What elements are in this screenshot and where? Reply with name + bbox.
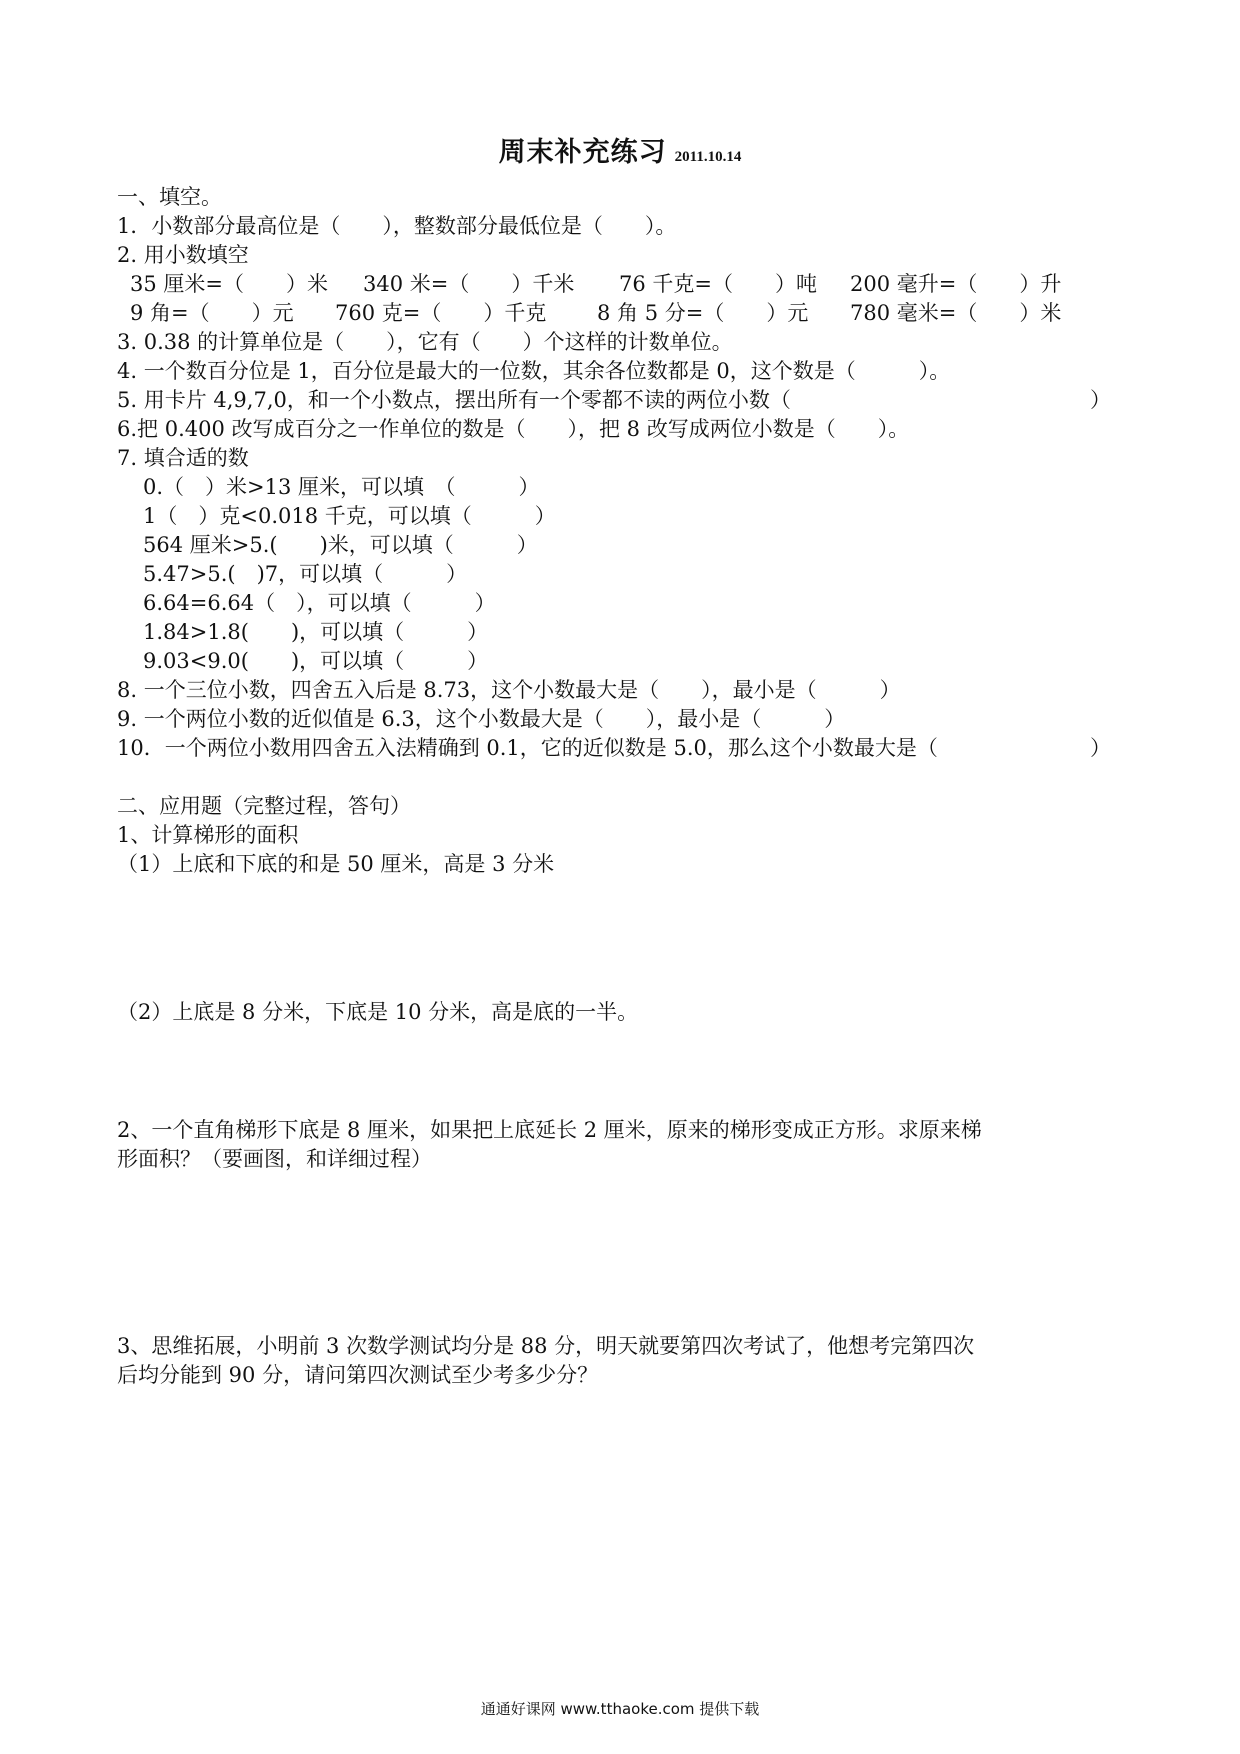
q7-item: 1.84>1.8( )，可以填（ ） (143, 620, 489, 644)
question-5: 5. 用卡片 4,9,7,0，和一个小数点，摆出所有一个零都不读的两位小数（ (117, 388, 791, 412)
q7-item: 0.（ ）米>13 厘米，可以填 （ ） (143, 475, 540, 499)
question-8: 8. 一个三位小数，四舍五入后是 8.73，这个小数最大是（ ），最小是（ ） (117, 678, 901, 702)
problem-2-line2: 形面积？（要画图，和详细过程） (117, 1147, 432, 1171)
page-date: 2011.10.14 (674, 149, 742, 165)
q2-row2-item: 760 克=（ ）千克 (335, 301, 547, 325)
problem-3-line2: 后均分能到 90 分，请问第四次测试至少考多少分？ (117, 1363, 599, 1387)
problem-1a: （1）上底和下底的和是 50 厘米，高是 3 分米 (117, 852, 555, 876)
problem-1: 1、计算梯形的面积 (117, 823, 299, 847)
question-6: 6.把 0.400 改写成百分之一作单位的数是（ ），把 8 改写成两位小数是（ ）。 (117, 417, 910, 441)
q2-row2-item: 780 毫米=（ ）米 (850, 301, 1062, 325)
footer-credit: 通通好课网 www.tthaoke.com 提供下载 (480, 1700, 760, 1718)
q2-row1-item: 76 千克=（ ）吨 (619, 272, 817, 296)
title-block (0, 130, 1240, 169)
question-1: 1．小数部分最高位是（ ），整数部分最低位是（ ）。 (117, 214, 677, 238)
question-2: 2. 用小数填空 (117, 243, 249, 267)
section2-heading: 二、应用题（完整过程，答句） (117, 794, 411, 818)
problem-2-line1: 2、一个直角梯形下底是 8 厘米，如果把上底延长 2 厘米，原来的梯形变成正方形。求原来梯 (117, 1118, 982, 1142)
problem-3-line1: 3、思维拓展，小明前 3 次数学测试均分是 88 分，明天就要第四次考试了，他想考完第四次 (117, 1334, 975, 1358)
q2-row1-item: 340 米=（ ）千米 (363, 272, 575, 296)
question-4: 4. 一个数百分位是 1，百分位是最大的一位数，其余各位数都是 0，这个数是（ ）。 (117, 359, 951, 383)
section1-heading: 一、填空。 (117, 185, 222, 209)
q7-item: 5.47>5.( )7，可以填（ ） (143, 562, 468, 586)
question-7: 7. 填合适的数 (117, 446, 249, 470)
q2-row1-item: 35 厘米=（ ）米 (130, 272, 328, 296)
q7-item: 1（ ）克<0.018 千克，可以填（ ） (143, 504, 556, 528)
q2-row1-item: 200 毫升=（ ）升 (850, 272, 1062, 296)
question-10: 10．一个两位小数用四舍五入法精确到 0.1，它的近似数是 5.0，那么这个小数最大是（ (117, 736, 938, 760)
page-title: 周末补充练习 (498, 137, 667, 168)
q7-item: 6.64=6.64（ ），可以填（ ） (143, 591, 496, 615)
question-5-closing-paren: ） (1090, 388, 1111, 412)
problem-1b: （2）上底是 8 分米，下底是 10 分米，高是底的一半。 (117, 1000, 639, 1024)
question-3: 3. 0.38 的计算单位是（ ），它有（ ）个这样的计数单位。 (117, 330, 733, 354)
q2-row2-item: 9 角=（ ）元 (130, 301, 294, 325)
q7-item: 564 厘米>5.( )米，可以填（ ） (143, 533, 538, 557)
question-10-closing-paren: ） (1090, 736, 1111, 760)
q2-row2-item: 8 角 5 分=（ ）元 (597, 301, 809, 325)
q7-item: 9.03<9.0( )，可以填（ ） (143, 649, 489, 673)
question-9: 9. 一个两位小数的近似值是 6.3，这个小数最大是（ ），最小是（ ） (117, 707, 846, 731)
